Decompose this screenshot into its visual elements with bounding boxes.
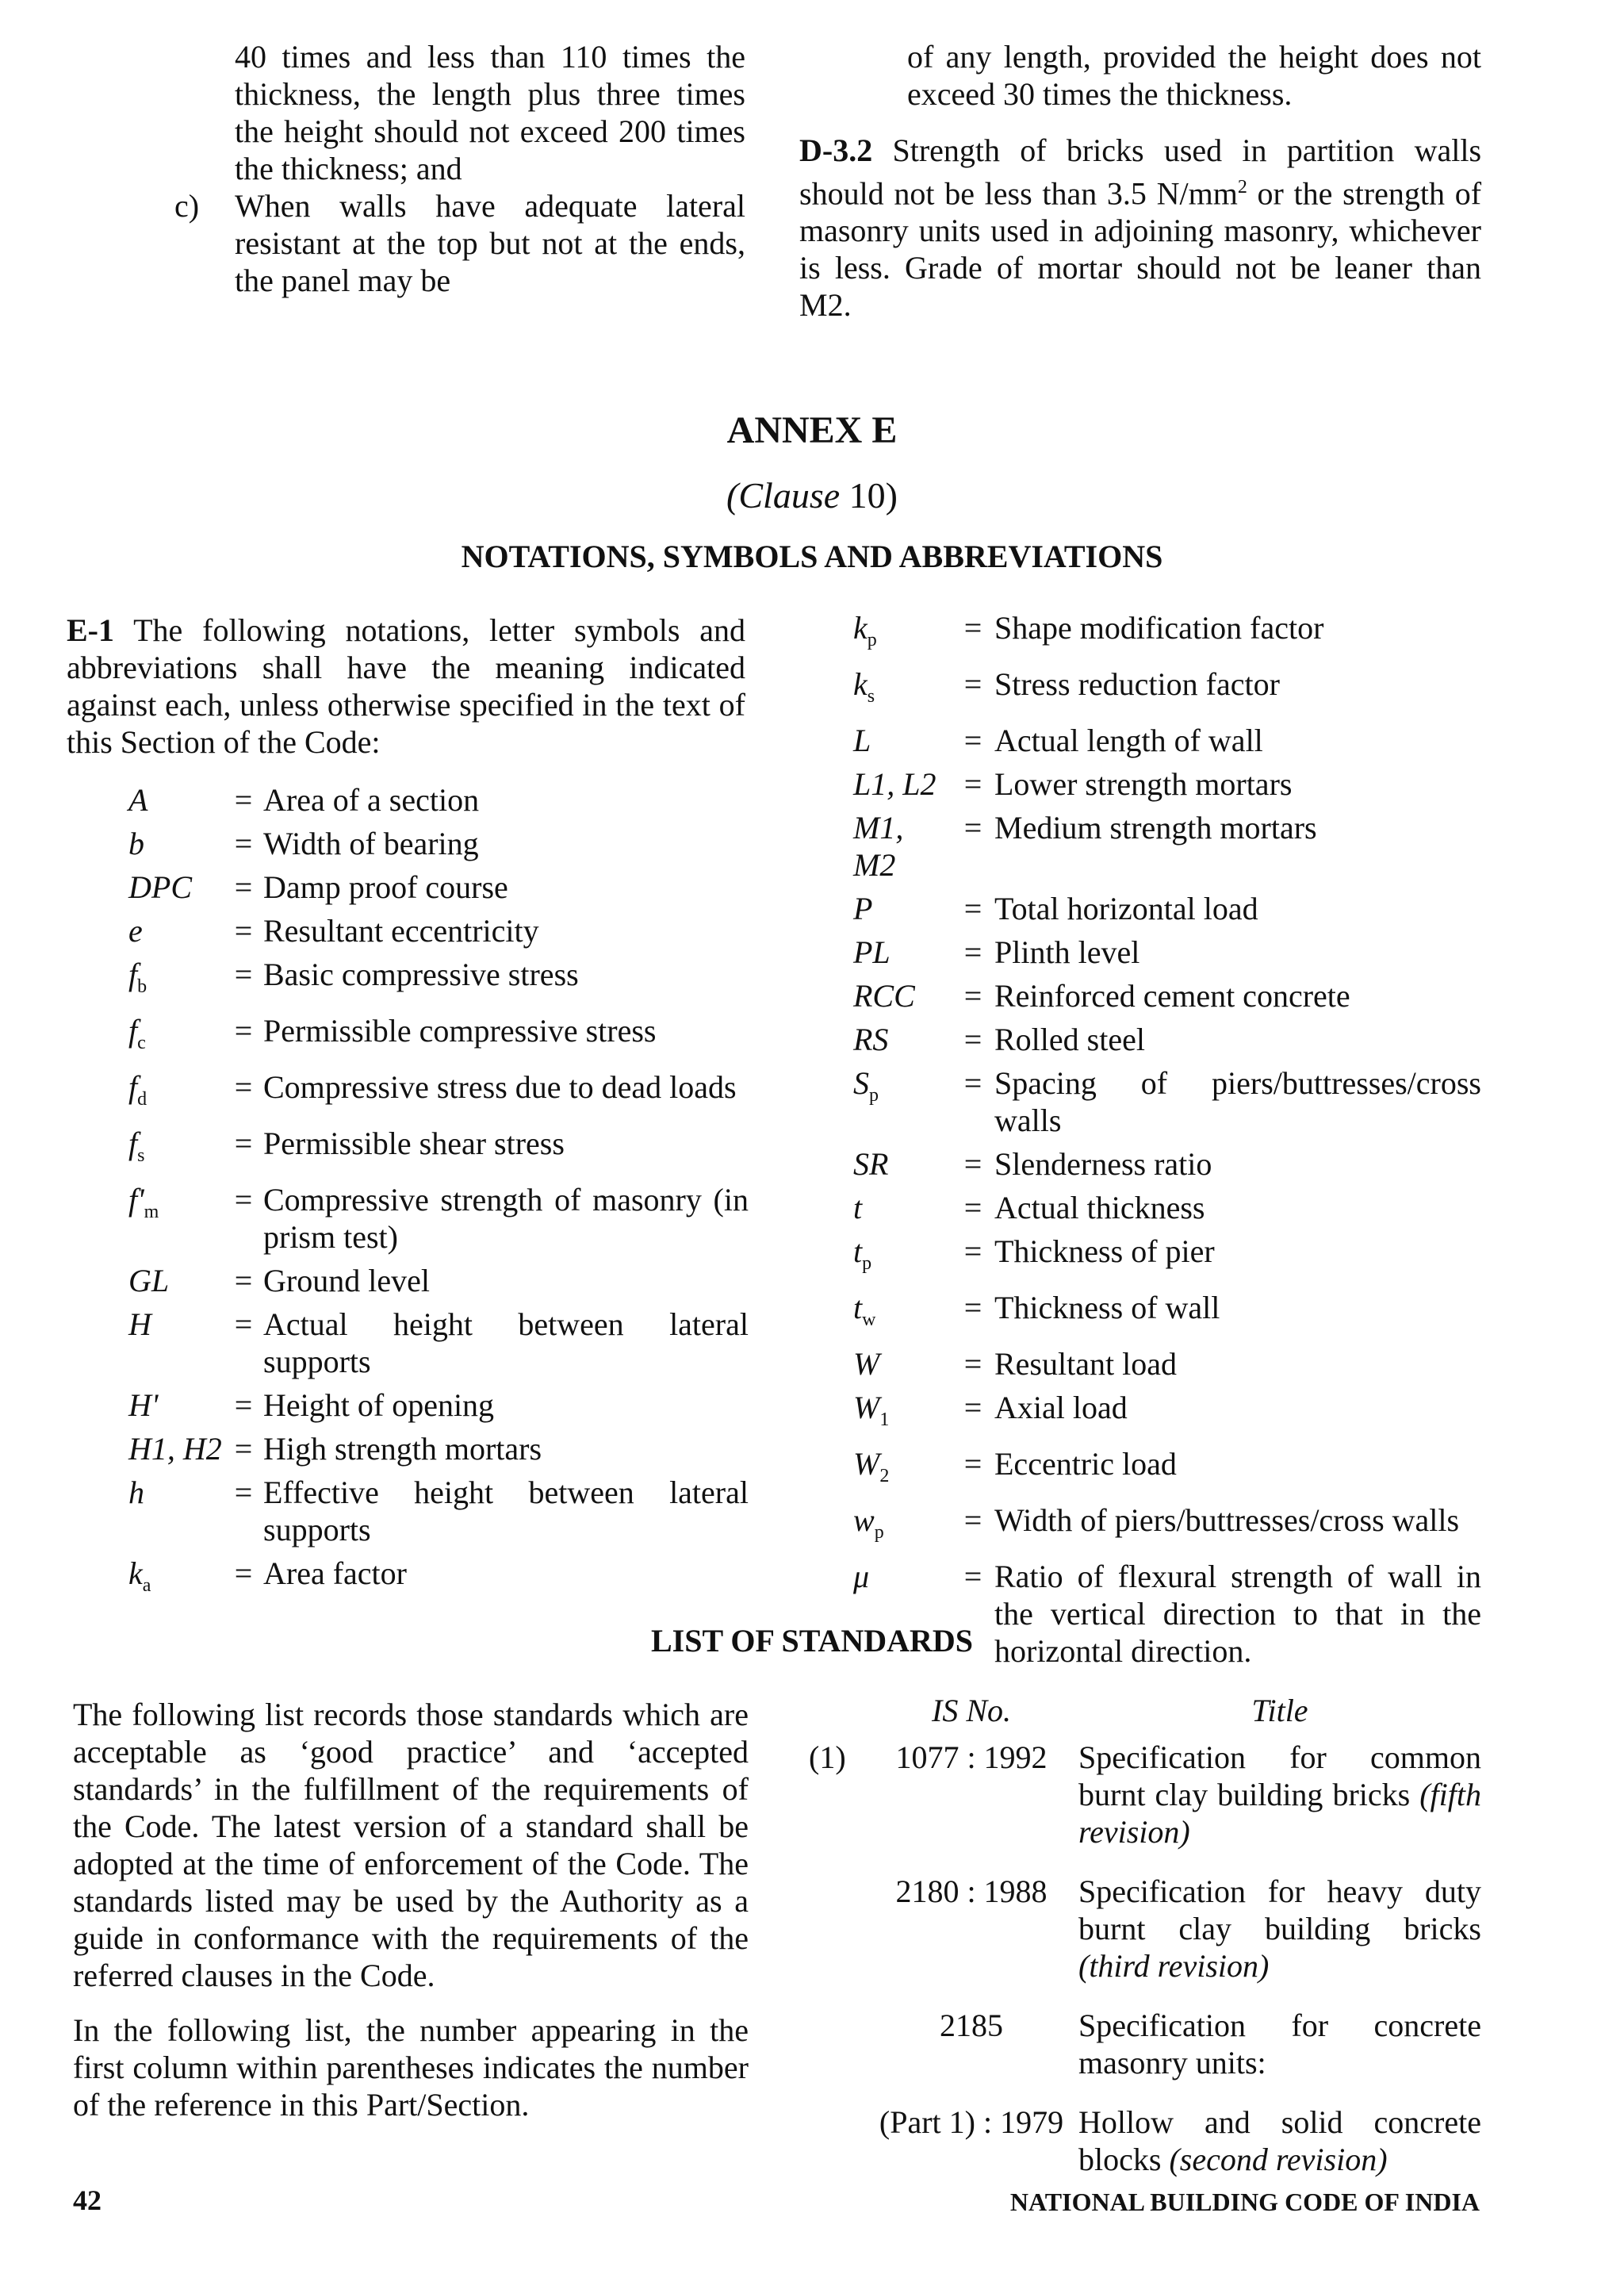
notation-symbol: b — [128, 826, 144, 861]
notation-symbol: A — [128, 782, 148, 818]
notation-description: Eccentric load — [994, 1446, 1177, 1482]
notation-symbol: PL — [853, 934, 891, 970]
notation-symbol: W — [853, 1346, 880, 1382]
notation-description: Basic compressive stress — [263, 957, 579, 992]
notation-equals: = — [234, 1555, 253, 1591]
notation-equals: = — [234, 1069, 253, 1105]
notation-subscript: s — [867, 686, 875, 707]
notation-row — [853, 977, 1481, 1014]
notation-description: Permissible compressive stress — [263, 1013, 657, 1049]
notation-subscript: c — [137, 1033, 146, 1053]
notation-symbol: $f'_m$ — [128, 1182, 159, 1222]
notation-symbol: h — [128, 1475, 144, 1510]
notation-row — [128, 825, 749, 862]
col-isno-header: IS No. — [932, 1693, 1011, 1728]
notation-equals: = — [234, 869, 253, 905]
notation-equals: = — [234, 1126, 253, 1161]
notation-equals: = — [234, 1013, 253, 1049]
notation-description: Total horizontal load — [994, 891, 1258, 926]
notation-subscript: d — [137, 1089, 147, 1110]
notation-symbol: $f_c$ — [128, 1013, 146, 1053]
notation-equals: = — [963, 1290, 982, 1325]
notation-row — [853, 1145, 1481, 1183]
standard-revision: (second revision) — [1169, 2142, 1388, 2177]
notation-row — [128, 912, 749, 949]
notation-symbol: $f_s$ — [128, 1126, 145, 1166]
notation-subscript: p — [874, 1522, 884, 1543]
standard-is-number: (Part 1) : 1979 — [879, 2104, 1064, 2140]
notation-description: Medium strength mortars — [994, 810, 1317, 846]
standards-heading: LIST OF STANDARDS — [650, 1623, 974, 1659]
notation-equals: = — [963, 610, 982, 646]
notation-equals: = — [963, 1065, 982, 1101]
notation-symbol: $S_p$ — [853, 1065, 879, 1106]
standard-row — [809, 2104, 1481, 2178]
notation-row — [128, 1125, 749, 1175]
standard-revision: (third revision) — [1078, 1948, 1270, 1984]
notation-symbol: $W_1$ — [853, 1390, 890, 1430]
notation-equals: = — [963, 1346, 982, 1382]
notation-description: Width of bearing — [263, 826, 479, 861]
notation-symbol: RS — [853, 1022, 889, 1057]
notation-equals: = — [234, 1306, 253, 1342]
notation-equals: = — [234, 1475, 253, 1510]
notation-description: Area factor — [263, 1555, 407, 1591]
notation-symbol: $k_p$ — [853, 610, 877, 650]
notation-symbol: H' — [128, 1387, 159, 1423]
notation-description: Ratio of flexural strength of wall in the vertical direction to that in the horizontal direction. — [994, 1559, 1481, 1669]
notation-subscript: a — [142, 1575, 151, 1596]
notation-row — [853, 934, 1481, 971]
annex-clause — [0, 474, 1624, 518]
notation-row — [853, 1501, 1481, 1551]
notation-row — [128, 1430, 749, 1467]
notation-description: Effective height between lateral supports — [263, 1475, 749, 1547]
clause-d32-sup: 2 — [1237, 177, 1247, 198]
notation-subscript: p — [862, 1253, 872, 1274]
clause-d32-text-b: or the strength of masonry units used in adjoining masonry, whichever is less. Grade of mortar should not be leaner than M2. — [799, 175, 1482, 324]
notation-description: Ground level — [263, 1263, 430, 1298]
notation-symbol: $t_w$ — [853, 1290, 876, 1330]
notation-description: Shape modification factor — [994, 610, 1324, 646]
notation-symbol: $f_b$ — [128, 957, 147, 997]
notation-row — [128, 1306, 749, 1380]
notation-row — [128, 1555, 749, 1605]
notation-symbol: M1, M2 — [853, 810, 904, 883]
standards-para-1: The following list records those standards which are acceptable as ‘good practice’ and ‘accepted standards’ in the fulfillment of the requirements of the Code. The latest version of a standard shall be adopted at the time of enforcement of the Code. The standards listed may be used by the Authority as a guide in conformance with the requirements of the referred clauses in the Code. — [73, 1697, 749, 1993]
notation-subscript: m — [144, 1202, 159, 1222]
notation-equals: = — [963, 810, 982, 846]
notation-row — [853, 1345, 1481, 1383]
notation-equals: = — [963, 766, 982, 802]
item-c-text: When walls have adequate lateral resistant at the top but not at the ends, the panel may be — [235, 188, 745, 298]
notation-symbol: L1, L2 — [853, 766, 936, 802]
clause-d32-text-a: Strength of bricks used in partition walls should not be less than 3.5 N/mm — [799, 132, 1482, 212]
notation-description: Thickness of pier — [994, 1233, 1215, 1269]
standard-revision: (fifth revision) — [1078, 1777, 1481, 1850]
notation-equals: = — [234, 913, 253, 949]
notation-subscript: p — [867, 630, 877, 650]
notation-row — [853, 1233, 1481, 1283]
notation-equals: = — [963, 666, 982, 702]
clause-d32 — [799, 132, 1481, 324]
notation-description: Plinth level — [994, 934, 1140, 970]
standards-intro — [73, 1696, 749, 2123]
standards-para-2: In the following list, the number appearing in the first column within parentheses indicates the number of the reference in this Part/Section. — [73, 2012, 749, 2123]
notation-symbol: $w_p$ — [853, 1502, 884, 1543]
notation-subscript: p — [869, 1085, 879, 1106]
notation-subscript: w — [862, 1310, 876, 1330]
notation-description: Resultant load — [994, 1346, 1177, 1382]
notation-subscript: 2 — [879, 1466, 890, 1486]
notation-equals: = — [963, 1022, 982, 1057]
notation-symbol: P — [853, 891, 873, 926]
notation-symbol: RCC — [853, 978, 915, 1014]
standards-list — [809, 1692, 1481, 2200]
notation-description: Axial load — [994, 1390, 1128, 1425]
notation-description: Slenderness ratio — [994, 1146, 1212, 1182]
clause-number: 10 — [848, 475, 886, 516]
notation-equals: = — [963, 1502, 982, 1538]
notation-equals: = — [963, 978, 982, 1014]
top-right-para: of any length, provided the height does not exceed 30 times the thickness. — [907, 39, 1481, 112]
notation-description: Thickness of wall — [994, 1290, 1220, 1325]
notation-equals: = — [234, 826, 253, 861]
notation-row — [853, 722, 1481, 759]
notation-equals: = — [234, 1431, 253, 1467]
notation-subscript: s — [137, 1145, 145, 1166]
notation-description: Lower strength mortars — [994, 766, 1293, 802]
notation-row — [853, 665, 1481, 715]
notation-row — [853, 1064, 1481, 1139]
notation-symbol: t — [853, 1190, 863, 1225]
notation-subscript: 1 — [879, 1409, 890, 1430]
notation-row — [853, 890, 1481, 927]
e1-label: E-1 — [67, 612, 114, 648]
notation-description: High strength mortars — [263, 1431, 542, 1467]
notation-description: Width of piers/buttresses/cross walls — [994, 1502, 1460, 1538]
notation-symbol: DPC — [128, 869, 192, 905]
notation-description: Permissible shear stress — [263, 1126, 565, 1161]
notation-row — [128, 1262, 749, 1299]
notation-symbol: H1, H2 — [128, 1431, 222, 1467]
notation-row — [128, 1386, 749, 1424]
notation-row — [853, 609, 1481, 659]
notation-description: Spacing of piers/buttresses/cross walls — [994, 1065, 1481, 1138]
standard-ref-number — [809, 2104, 864, 2178]
notation-description: Compressive stress due to dead loads — [263, 1069, 737, 1105]
standard-is-number: 2180 : 1988 — [895, 1873, 1048, 1909]
notations-right-table — [853, 609, 1481, 1676]
notation-symbol: $f_d$ — [128, 1069, 147, 1110]
notation-row — [853, 1389, 1481, 1439]
e1-para — [67, 612, 745, 761]
notation-symbol: $t_p$ — [853, 1233, 872, 1274]
standard-row — [809, 1873, 1481, 1985]
page-number: 42 — [73, 2184, 102, 2216]
notation-equals: = — [234, 957, 253, 992]
notation-equals: = — [963, 891, 982, 926]
notation-row — [128, 1012, 749, 1062]
notation-description: Resultant eccentricity — [263, 913, 539, 949]
standard-ref-number — [809, 1873, 864, 1985]
notation-equals: = — [234, 1263, 253, 1298]
standard-title: Specification for heavy duty burnt clay building bricks (third revision) — [1078, 1873, 1481, 1984]
notation-row — [128, 1181, 749, 1256]
notation-row — [853, 809, 1481, 884]
notation-equals: = — [963, 723, 982, 758]
notation-row — [853, 1189, 1481, 1226]
notation-row — [853, 1289, 1481, 1339]
clause-open-paren: ( — [726, 475, 739, 516]
notation-subscript: b — [137, 976, 147, 997]
notation-row — [128, 869, 749, 906]
notation-description: Actual height between lateral supports — [263, 1306, 749, 1379]
notation-symbol: GL — [128, 1263, 170, 1298]
notation-symbol: e — [128, 913, 143, 949]
notation-symbol: L — [853, 723, 871, 758]
notation-equals: = — [963, 1190, 982, 1225]
notation-symbol: $k_s$ — [853, 666, 875, 707]
standard-is-number: 1077 : 1992 — [895, 1739, 1048, 1775]
notation-description: Height of opening — [263, 1387, 495, 1423]
top-left-column — [174, 38, 745, 299]
annex-subtitle: NOTATIONS, SYMBOLS AND ABBREVIATIONS — [461, 539, 1163, 574]
standard-row — [809, 2007, 1481, 2081]
standards-header-row — [809, 1692, 1481, 1729]
clause-word: Clause — [738, 475, 841, 516]
notation-description: Reinforced cement concrete — [994, 978, 1350, 1014]
notation-description: Compressive strength of masonry (in prism test) — [263, 1182, 749, 1255]
top-right-column — [799, 38, 1481, 324]
standard-is-number: 2185 — [940, 2008, 1003, 2043]
notation-description: Damp proof course — [263, 869, 508, 905]
notation-equals: = — [234, 1182, 253, 1218]
annex-title: ANNEX E — [726, 409, 898, 451]
notation-symbol: $k_a$ — [128, 1555, 151, 1596]
notation-description: Stress reduction factor — [994, 666, 1280, 702]
standard-row — [809, 1739, 1481, 1850]
clause-close-paren: ) — [885, 475, 898, 516]
notation-row — [853, 1021, 1481, 1058]
notation-equals: = — [963, 1559, 982, 1594]
notation-description: Actual length of wall — [994, 723, 1263, 758]
notation-symbol: $W_2$ — [853, 1446, 890, 1486]
notation-equals: = — [963, 1390, 982, 1425]
notation-description: Rolled steel — [994, 1022, 1145, 1057]
notations-left-table — [128, 781, 749, 1611]
notation-equals: = — [234, 1387, 253, 1423]
notation-row — [853, 765, 1481, 803]
notation-row — [128, 1474, 749, 1548]
notation-equals: = — [963, 1146, 982, 1182]
notation-symbol: H — [128, 1306, 151, 1342]
e1-text: The following notations, letter symbols and abbreviations shall have the meaning indicated against each, unless otherwise specified in the text of this Section of the Code: — [67, 612, 745, 760]
notation-equals: = — [963, 934, 982, 970]
notation-row — [128, 1068, 749, 1118]
clause-d32-label: D-3.2 — [799, 132, 873, 168]
notation-symbol: SR — [853, 1146, 889, 1182]
standard-title: Specification for concrete masonry units: — [1078, 2008, 1481, 2080]
notation-row — [128, 781, 749, 819]
notation-equals: = — [963, 1233, 982, 1269]
item-c-label: c) — [174, 188, 200, 224]
notation-equals: = — [963, 1446, 982, 1482]
notation-equals: = — [234, 782, 253, 818]
notation-symbol: μ — [853, 1559, 870, 1594]
standard-ref-number — [809, 2007, 864, 2081]
notation-row — [128, 956, 749, 1006]
notation-description: Area of a section — [263, 782, 480, 818]
standard-ref-number: (1) — [809, 1739, 846, 1775]
standard-title: Specification for common burnt clay building bricks (fifth revision) — [1078, 1739, 1481, 1850]
top-left-para: 40 times and less than 110 times the thickness, the length plus three times the height should not exceed 200 times the thickness; and — [235, 39, 745, 186]
col-title-header: Title — [1251, 1693, 1308, 1728]
standard-title: Hollow and solid concrete blocks (second revision) — [1078, 2104, 1481, 2177]
notation-row — [853, 1445, 1481, 1495]
notation-description: Actual thickness — [994, 1190, 1205, 1225]
publication-name: NATIONAL BUILDING CODE OF INDIA — [1009, 2188, 1480, 2216]
